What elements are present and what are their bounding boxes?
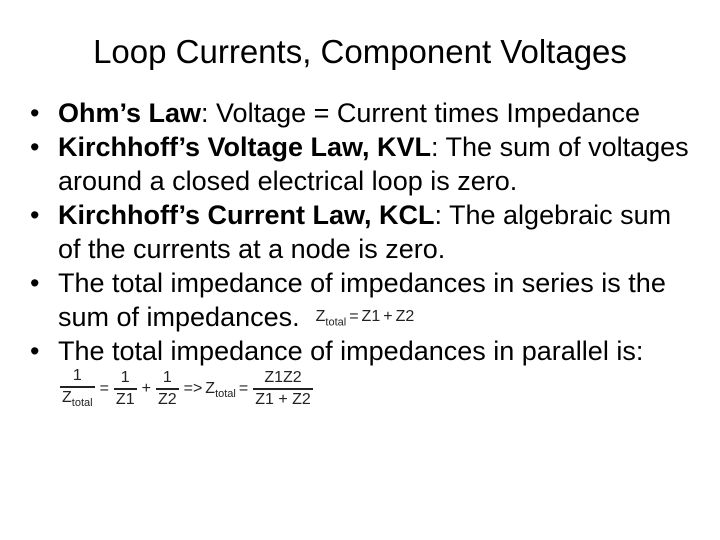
- plus-sign: +: [141, 379, 151, 397]
- equals-sign: =: [99, 379, 109, 397]
- numerator: 1: [114, 370, 137, 390]
- bullet-kcl: [30, 198, 700, 266]
- z2-symbol: Z2: [395, 308, 415, 326]
- denominator: Z1: [115, 390, 135, 408]
- bullet-text: : The sum of voltages around a closed electrical loop is zero.: [58, 132, 689, 196]
- total-subscript: total: [71, 397, 93, 410]
- equals-sign: =: [349, 308, 359, 326]
- slide-title: Loop Currents, Component Voltages: [93, 33, 627, 70]
- fraction-one-over-z2: [156, 370, 179, 408]
- plus-sign: +: [383, 308, 393, 326]
- total-subscript: total: [325, 316, 347, 329]
- implies-sign: =>: [183, 379, 203, 397]
- denominator: [60, 388, 95, 409]
- bullet-text: : The algebraic sum of the currents at a node is zero.: [58, 200, 672, 264]
- fraction-one-over-z1: [114, 370, 137, 408]
- bullet-text: The total impedance of impedances in parallel is:: [58, 336, 644, 366]
- numerator: 1: [156, 370, 179, 390]
- bullet-series: [30, 266, 700, 334]
- total-subscript: total: [215, 388, 236, 401]
- numerator: 1: [60, 368, 95, 388]
- bullet-text: The total impedance of impedances in series is the sum of impedances.: [58, 268, 666, 332]
- bullet-term: Kirchhoff’s Current Law, KCL: [58, 200, 435, 230]
- bullet-ohms-law: [30, 96, 700, 130]
- z1-symbol: Z1: [361, 308, 381, 326]
- bullet-list: [30, 96, 700, 409]
- parallel-formula: [58, 368, 315, 409]
- bullet-term: Ohm’s Law: [58, 98, 202, 128]
- fraction-product-over-sum: [253, 370, 313, 408]
- z-symbol: Z: [62, 389, 72, 406]
- denominator: Z2: [157, 390, 177, 408]
- fraction-one-over-ztotal: [60, 368, 95, 409]
- bullet-parallel: [30, 334, 700, 409]
- bullet-text: : Voltage = Current times Impedance: [201, 98, 641, 128]
- z-symbol: Z: [315, 308, 326, 326]
- bullet-term: Kirchhoff’s Voltage Law, KVL: [58, 132, 432, 162]
- numerator: Z1Z2: [253, 370, 313, 390]
- equals-sign: =: [238, 379, 249, 397]
- series-formula: [316, 309, 415, 328]
- bullet-kvl: [30, 130, 700, 198]
- denominator: Z1 + Z2: [255, 390, 311, 408]
- z-symbol: Z: [205, 379, 216, 397]
